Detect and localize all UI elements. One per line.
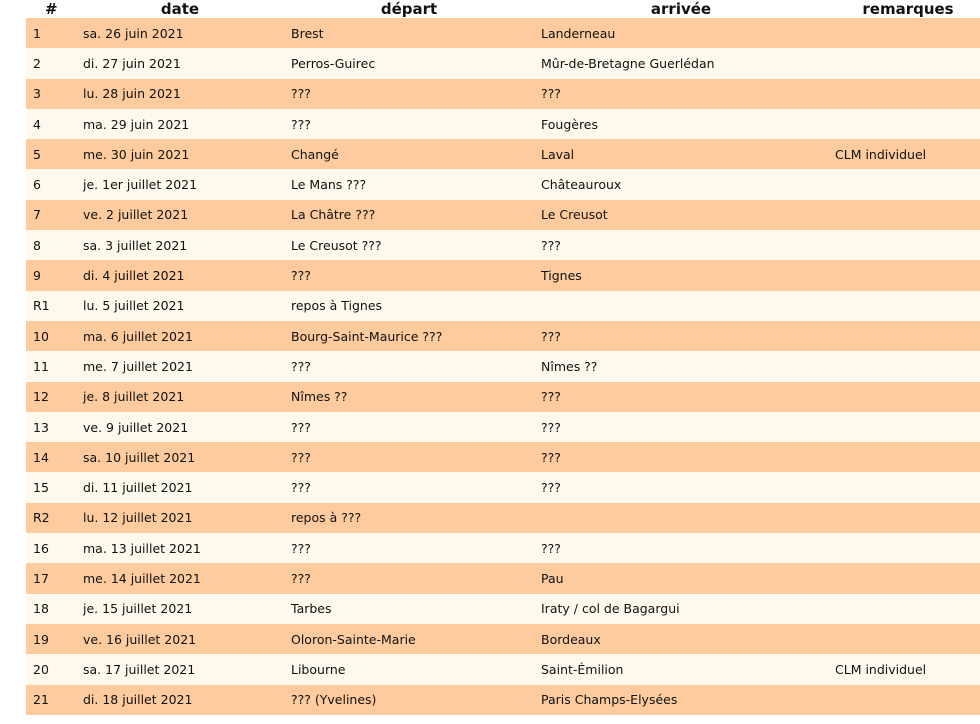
- cell-date: sa. 3 juillet 2021: [76, 230, 284, 260]
- cell-num: 21: [26, 685, 76, 715]
- cell-date: sa. 17 juillet 2021: [76, 654, 284, 684]
- cell-date: lu. 5 juillet 2021: [76, 291, 284, 321]
- cell-remarques: [828, 291, 980, 321]
- cell-remarques: CLM individuel: [828, 654, 980, 684]
- cell-depart: ???: [284, 412, 534, 442]
- cell-remarques: [828, 594, 980, 624]
- table-row: [26, 563, 980, 593]
- cell-arrivee: ???: [534, 442, 828, 472]
- cell-date: ma. 13 juillet 2021: [76, 533, 284, 563]
- cell-num: R1: [26, 291, 76, 321]
- cell-remarques: [828, 351, 980, 381]
- cell-remarques: [828, 472, 980, 502]
- cell-remarques: [828, 230, 980, 260]
- cell-date: me. 14 juillet 2021: [76, 563, 284, 593]
- table-row: [26, 139, 980, 169]
- table-row: [26, 472, 980, 502]
- cell-num: 1: [26, 18, 76, 48]
- cell-num: 2: [26, 48, 76, 78]
- cell-date: di. 18 juillet 2021: [76, 685, 284, 715]
- cell-remarques: CLM individuel: [828, 139, 980, 169]
- table-row: [26, 412, 980, 442]
- cell-depart: ???: [284, 79, 534, 109]
- cell-remarques: [828, 685, 980, 715]
- cell-depart: ???: [284, 563, 534, 593]
- cell-depart: Libourne: [284, 654, 534, 684]
- cell-num: 12: [26, 382, 76, 412]
- cell-arrivee: Saint-Émilion: [534, 654, 828, 684]
- cell-depart: Nîmes ??: [284, 382, 534, 412]
- cell-num: 16: [26, 533, 76, 563]
- cell-date: sa. 10 juillet 2021: [76, 442, 284, 472]
- cell-date: ma. 29 juin 2021: [76, 109, 284, 139]
- cell-remarques: [828, 321, 980, 351]
- cell-num: 18: [26, 594, 76, 624]
- cell-date: sa. 26 juin 2021: [76, 18, 284, 48]
- cell-depart: ???: [284, 109, 534, 139]
- cell-num: 20: [26, 654, 76, 684]
- cell-depart: Brest: [284, 18, 534, 48]
- cell-arrivee: Landerneau: [534, 18, 828, 48]
- cell-remarques: [828, 169, 980, 199]
- cell-remarques: [828, 412, 980, 442]
- cell-arrivee: [534, 503, 828, 533]
- table-row: [26, 109, 980, 139]
- cell-depart: ???: [284, 533, 534, 563]
- table-row: [26, 18, 980, 48]
- table-row: [26, 200, 980, 230]
- cell-depart: repos à ???: [284, 503, 534, 533]
- stages-table: [26, 0, 980, 715]
- table-row: [26, 321, 980, 351]
- cell-depart: ??? (Yvelines): [284, 685, 534, 715]
- table-row: [26, 594, 980, 624]
- cell-depart: ???: [284, 351, 534, 381]
- cell-num: 11: [26, 351, 76, 381]
- table-row: [26, 533, 980, 563]
- cell-arrivee: Tignes: [534, 260, 828, 290]
- cell-num: 10: [26, 321, 76, 351]
- cell-arrivee: ???: [534, 382, 828, 412]
- cell-arrivee: Iraty / col de Bagargui: [534, 594, 828, 624]
- cell-date: je. 1er juillet 2021: [76, 169, 284, 199]
- cell-depart: ???: [284, 472, 534, 502]
- header-date: date: [76, 0, 284, 18]
- cell-date: di. 4 juillet 2021: [76, 260, 284, 290]
- table-row: [26, 48, 980, 78]
- cell-arrivee: Paris Champs-Elysées: [534, 685, 828, 715]
- table-row: [26, 260, 980, 290]
- cell-depart: Oloron-Sainte-Marie: [284, 624, 534, 654]
- cell-num: 8: [26, 230, 76, 260]
- cell-arrivee: Pau: [534, 563, 828, 593]
- cell-date: je. 8 juillet 2021: [76, 382, 284, 412]
- cell-num: 4: [26, 109, 76, 139]
- cell-date: ve. 9 juillet 2021: [76, 412, 284, 442]
- cell-depart: Le Mans ???: [284, 169, 534, 199]
- table-row: [26, 685, 980, 715]
- cell-remarques: [828, 48, 980, 78]
- cell-remarques: [828, 260, 980, 290]
- cell-date: ve. 16 juillet 2021: [76, 624, 284, 654]
- cell-remarques: [828, 563, 980, 593]
- cell-remarques: [828, 624, 980, 654]
- table-row: [26, 169, 980, 199]
- header-depart: départ: [284, 0, 534, 18]
- cell-remarques: [828, 533, 980, 563]
- cell-depart: ???: [284, 442, 534, 472]
- cell-depart: Tarbes: [284, 594, 534, 624]
- cell-date: ma. 6 juillet 2021: [76, 321, 284, 351]
- cell-depart: Perros-Guirec: [284, 48, 534, 78]
- cell-num: 3: [26, 79, 76, 109]
- cell-arrivee: Châteauroux: [534, 169, 828, 199]
- table-row: [26, 382, 980, 412]
- table-row: [26, 503, 980, 533]
- table-row: [26, 291, 980, 321]
- cell-date: di. 11 juillet 2021: [76, 472, 284, 502]
- cell-depart: Changé: [284, 139, 534, 169]
- cell-remarques: [828, 503, 980, 533]
- cell-arrivee: ???: [534, 533, 828, 563]
- cell-num: 6: [26, 169, 76, 199]
- cell-remarques: [828, 200, 980, 230]
- cell-arrivee: Fougères: [534, 109, 828, 139]
- cell-arrivee: ???: [534, 412, 828, 442]
- cell-arrivee: Le Creusot: [534, 200, 828, 230]
- header-num: #: [26, 0, 76, 18]
- cell-num: 15: [26, 472, 76, 502]
- table-row: [26, 654, 980, 684]
- cell-remarques: [828, 109, 980, 139]
- table-header: [26, 0, 980, 18]
- cell-remarques: [828, 79, 980, 109]
- cell-arrivee: Bordeaux: [534, 624, 828, 654]
- cell-depart: Bourg-Saint-Maurice ???: [284, 321, 534, 351]
- cell-arrivee: Mûr-de-Bretagne Guerlédan: [534, 48, 828, 78]
- cell-arrivee: ???: [534, 230, 828, 260]
- cell-date: me. 30 juin 2021: [76, 139, 284, 169]
- cell-arrivee: ???: [534, 472, 828, 502]
- cell-date: lu. 28 juin 2021: [76, 79, 284, 109]
- cell-date: ve. 2 juillet 2021: [76, 200, 284, 230]
- table-row: [26, 351, 980, 381]
- table-row: [26, 624, 980, 654]
- cell-arrivee: [534, 291, 828, 321]
- cell-date: me. 7 juillet 2021: [76, 351, 284, 381]
- table-row: [26, 79, 980, 109]
- cell-arrivee: Nîmes ??: [534, 351, 828, 381]
- header-arrivee: arrivée: [534, 0, 828, 18]
- cell-num: 17: [26, 563, 76, 593]
- table-row: [26, 442, 980, 472]
- cell-num: 13: [26, 412, 76, 442]
- cell-arrivee: ???: [534, 79, 828, 109]
- cell-date: lu. 12 juillet 2021: [76, 503, 284, 533]
- cell-num: 7: [26, 200, 76, 230]
- cell-depart: La Châtre ???: [284, 200, 534, 230]
- cell-arrivee: Laval: [534, 139, 828, 169]
- cell-remarques: [828, 442, 980, 472]
- cell-num: 14: [26, 442, 76, 472]
- cell-arrivee: ???: [534, 321, 828, 351]
- header-remarques: remarques: [828, 0, 980, 18]
- header-row: [26, 0, 980, 18]
- cell-depart: ???: [284, 260, 534, 290]
- cell-num: R2: [26, 503, 76, 533]
- cell-remarques: [828, 382, 980, 412]
- cell-remarques: [828, 18, 980, 48]
- table-body: [26, 18, 980, 715]
- cell-num: 19: [26, 624, 76, 654]
- cell-num: 9: [26, 260, 76, 290]
- table-row: [26, 230, 980, 260]
- cell-date: di. 27 juin 2021: [76, 48, 284, 78]
- cell-num: 5: [26, 139, 76, 169]
- cell-date: je. 15 juillet 2021: [76, 594, 284, 624]
- cell-depart: Le Creusot ???: [284, 230, 534, 260]
- cell-depart: repos à Tignes: [284, 291, 534, 321]
